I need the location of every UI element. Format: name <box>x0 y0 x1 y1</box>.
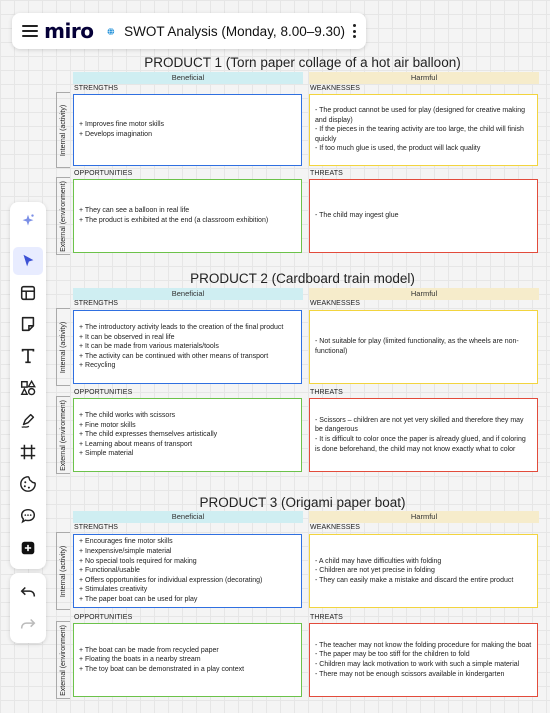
list-item: + Recycling <box>79 362 116 370</box>
templates-icon[interactable] <box>13 279 43 307</box>
frame-icon[interactable] <box>13 438 43 466</box>
list-item: + Stimulates creativity <box>79 586 148 594</box>
strengths-label: STRENGTHS <box>74 85 119 92</box>
beneficial-header: Beneficial <box>73 288 303 300</box>
harmful-header: Harmful <box>309 511 539 523</box>
weaknesses-box[interactable] <box>309 310 538 384</box>
list-item: - Children are not yet precise in folding <box>315 567 435 575</box>
internal-row-label: Internal (activity) <box>56 532 70 610</box>
beneficial-header: Beneficial <box>73 511 303 523</box>
beneficial-header: Beneficial <box>73 72 303 84</box>
list-item: + Fine motor skills <box>79 421 136 429</box>
redo-icon[interactable] <box>13 610 43 638</box>
weaknesses-label: WEAKNESSES <box>310 524 361 531</box>
top-bar <box>12 13 366 49</box>
list-item: + Encourages fine motor skills <box>79 538 173 546</box>
list-item: + Inexpensive/simple material <box>79 548 172 556</box>
history-toolbar <box>10 573 46 643</box>
list-item: + The activity can be continued with other means of transport <box>79 352 269 360</box>
opportunities-label: OPPORTUNITIES <box>74 170 133 177</box>
product-title: PRODUCT 2 (Cardboard train model) <box>190 271 415 286</box>
list-item: - Not suitable for play (limited functionality, as the wheels are non-functional) <box>315 338 519 355</box>
board-options-icon[interactable] <box>353 24 356 38</box>
list-item: - Scissors – children are not yet very skilled and therefore they may be dangerous <box>315 416 524 434</box>
menu-icon[interactable] <box>22 25 30 37</box>
globe-icon[interactable] <box>107 24 115 39</box>
threats-box[interactable] <box>309 398 538 472</box>
list-item: + They can see a balloon in real life <box>79 207 190 215</box>
threats-box[interactable] <box>309 623 538 697</box>
list-item: + The paper boat can be used for play <box>79 595 198 603</box>
list-item: - The paper may be too stiff for the children to fold <box>315 651 470 659</box>
threats-label: THREATS <box>310 614 343 621</box>
harmful-header: Harmful <box>309 72 539 84</box>
text-icon[interactable] <box>13 342 43 370</box>
list-item: - The child may ingest glue <box>315 212 399 220</box>
sticker-icon[interactable] <box>13 470 43 498</box>
strengths-box[interactable] <box>73 310 302 384</box>
external-row-label: External (environment) <box>56 396 70 474</box>
weaknesses-box[interactable] <box>309 534 538 608</box>
opportunities-label: OPPORTUNITIES <box>74 389 133 396</box>
weaknesses-label: WEAKNESSES <box>310 85 361 92</box>
strengths-label: STRENGTHS <box>74 300 119 307</box>
harmful-header: Harmful <box>309 288 539 300</box>
internal-row-label: Internal (activity) <box>56 308 70 386</box>
weaknesses-label: WEAKNESSES <box>310 300 361 307</box>
left-toolbar <box>10 202 46 569</box>
product-title: PRODUCT 1 (Torn paper collage of a hot air balloon) <box>144 55 461 70</box>
list-item: + It can be observed in real life <box>79 333 175 341</box>
strengths-box[interactable] <box>73 534 302 608</box>
list-item: + The toy boat can be demonstrated in a play context <box>79 665 245 673</box>
list-item: + Develops imagination <box>79 131 152 138</box>
list-item: - They can easily make a mistake and discard the entire product <box>315 576 514 584</box>
pen-icon[interactable] <box>13 406 43 434</box>
list-item: + The child works with scissors <box>79 412 176 420</box>
list-item: - The teacher may not know the folding procedure for making the boat <box>315 641 532 649</box>
list-item: - If the pieces in the tearing activity are too large, the child will finish quickly <box>315 126 524 143</box>
list-item: + Learning about means of transport <box>79 440 193 448</box>
miro-logo[interactable]: miro <box>44 19 94 43</box>
more-apps-icon[interactable] <box>13 534 43 562</box>
opportunities-box[interactable] <box>73 398 302 472</box>
list-item: + It can be made from various materials/tools <box>79 343 219 351</box>
comment-icon[interactable] <box>13 502 43 530</box>
opportunities-label: OPPORTUNITIES <box>74 614 133 621</box>
opportunities-box[interactable] <box>73 179 302 253</box>
list-item: - A child may have difficulties with folding <box>315 557 442 565</box>
internal-row-label: Internal (activity) <box>56 92 70 168</box>
list-item: + Offers opportunities for individual expression (decorating) <box>79 576 263 584</box>
threats-label: THREATS <box>310 389 343 396</box>
list-item: - The product cannot be used for play (designed for creative making and display) <box>315 107 525 124</box>
opportunities-box[interactable] <box>73 623 302 697</box>
product-title: PRODUCT 3 (Origami paper boat) <box>199 495 406 510</box>
list-item: + Improves fine motor skills <box>79 121 164 129</box>
sticky-note-icon[interactable] <box>13 310 43 338</box>
board-title[interactable]: SWOT Analysis (Monday, 8.00–9.30) <box>124 23 345 39</box>
external-row-label: External (environment) <box>56 177 70 255</box>
list-item: + No special tools required for making <box>79 557 197 565</box>
list-item: + The introductory activity leads to the creation of the final product <box>79 324 284 332</box>
list-item: - It is difficult to color once the paper is already glued, and if coloring is done beforehand, the child may not know exactly what to color <box>315 436 526 453</box>
threats-label: THREATS <box>310 170 343 177</box>
strengths-box[interactable] <box>73 94 302 166</box>
list-item: + Simple material <box>79 450 134 458</box>
list-item: + Functional/usable <box>79 567 140 575</box>
weaknesses-box[interactable] <box>309 94 538 166</box>
strengths-label: STRENGTHS <box>74 524 119 531</box>
select-cursor-icon[interactable] <box>13 247 43 275</box>
list-item: - If too much glue is used, the product will lack quality <box>315 145 481 153</box>
undo-icon[interactable] <box>13 578 43 606</box>
list-item: + Floating the boats in a nearby stream <box>79 656 201 664</box>
ai-assist-icon[interactable] <box>13 207 43 235</box>
list-item: + The child expresses themselves artistically <box>79 431 218 439</box>
list-item: - There may not be enough scissors available in kindergarten <box>315 670 505 678</box>
list-item: - Children may lack motivation to work with such a simple material <box>315 661 520 668</box>
list-item: + The product is exhibited at the end (a classroom exhibition) <box>79 217 269 224</box>
list-item: + The boat can be made from recycled paper <box>79 646 219 654</box>
external-row-label: External (environment) <box>56 621 70 699</box>
threats-box[interactable] <box>309 179 538 253</box>
shapes-icon[interactable] <box>13 374 43 402</box>
